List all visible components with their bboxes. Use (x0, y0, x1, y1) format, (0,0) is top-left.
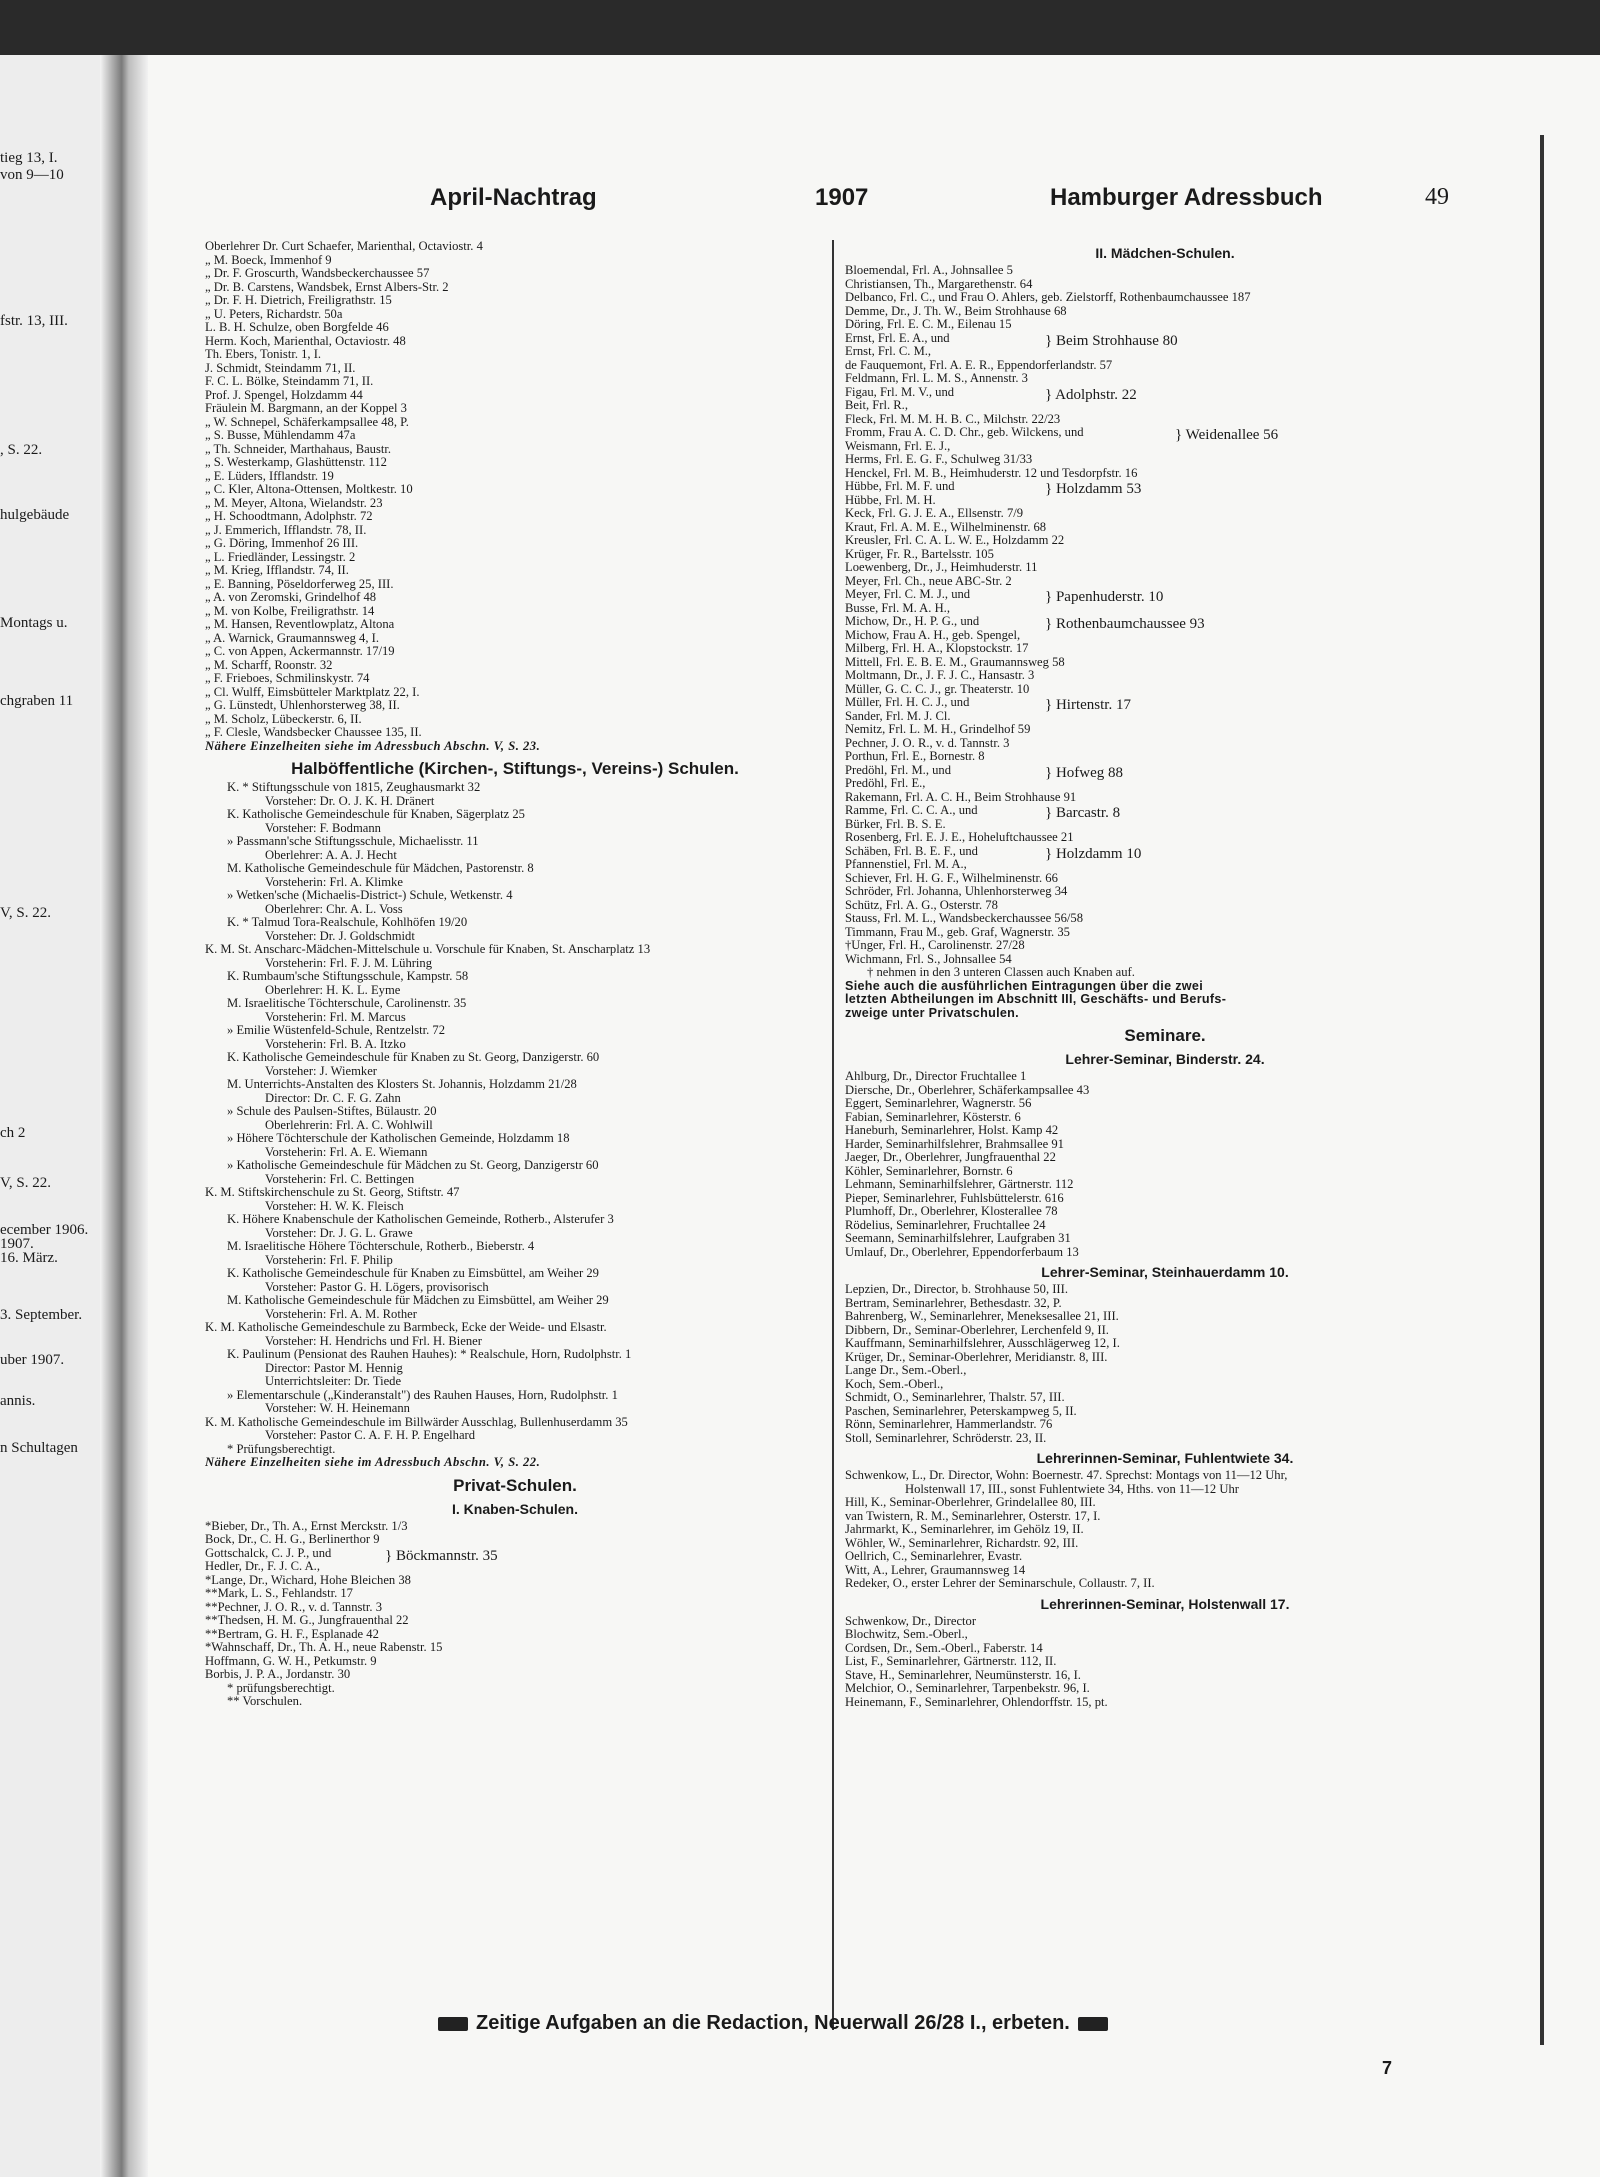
directory-entry: „ G. Döring, Immenhof 26 III. (205, 537, 359, 550)
school-entry: Milberg, Frl. H. A., Klopstockstr. 17 (845, 642, 1029, 655)
directory-entry: „ S. Westerkamp, Glashüttenstr. 112 (205, 456, 387, 469)
brace-address: } Hofweg 88 (1045, 764, 1124, 781)
school-entry: Director: Pastor M. Hennig (265, 1361, 403, 1375)
subsection-heading: I. Knaben-Schulen. (451, 1500, 578, 1517)
directory-entry: J. Schmidt, Steindamm 71, II. (205, 361, 356, 375)
school-entry: **Pechner, J. O. R., v. d. Tannstr. 3 (205, 1600, 383, 1614)
school-entry: K. M. St. Anscharc-Mädchen-Mittelschule u. Vorschule für Knaben, St. Anscharplatz 13 (205, 943, 651, 956)
school-entry: K. Katholische Gemeindeschule für Knaben, Sägerplatz 25 (227, 808, 525, 821)
seminar-entry: Oellrich, C., Seminarlehrer, Evastr. (845, 1550, 1023, 1563)
seminar-entry: Ahlburg, Dr., Director Fruchtallee 1 (845, 1070, 1027, 1083)
seminar-entry: Heinemann, F., Seminarlehrer, Ohlendorffstr. 15, pt. (845, 1695, 1108, 1709)
school-entry: K. M. Katholische Gemeindeschule im Billwärder Ausschlag, Bullenhuserdamm 35 (205, 1415, 628, 1429)
entry-group (845, 386, 1485, 413)
seminar-entry: Lange Dr., Sem.-Oberl., (845, 1364, 967, 1377)
school-entry: Oberlehrerin: Frl. A. C. Wohlwill (265, 1118, 433, 1132)
seminar-entry: Witt, A., Lehrer, Graumannsweg 14 (845, 1563, 1026, 1577)
entry-group (845, 764, 1485, 791)
seminar-entry: Hill, K., Seminar-Oberlehrer, Grindelallee 80, III. (845, 1496, 1096, 1509)
directory-entry: „ U. Peters, Richardstr. 50a (205, 307, 343, 321)
directory-entry: „ M. von Kolbe, Freiligrathstr. 14 (205, 604, 375, 618)
previous-page-fragment: ch 2 (0, 1125, 26, 1141)
school-entry: K. M. Katholische Gemeindeschule zu Barmbeck, Ecke der Weide- und Elsastr. (205, 1321, 607, 1334)
see-also-note: Siehe auch die ausführlichen Eintragungen über die zwei (845, 979, 1203, 993)
entry-group (845, 845, 1485, 872)
directory-entry: „ M. Krieg, Ifflandstr. 74, II. (205, 564, 349, 577)
entry-line: Hübbe, Frl. M. H. (845, 493, 936, 507)
school-entry: †Unger, Frl. H., Carolinenstr. 27/28 (845, 939, 1025, 952)
previous-page-fragment: annis. (0, 1393, 36, 1409)
seminar-heading: Lehrerinnen-Seminar, Fuhlentwiete 34. (1036, 1450, 1294, 1466)
school-entry: Loewenberg, Dr., J., Heimhuderstr. 11 (845, 561, 1038, 574)
brace-address: } Holzdamm 10 (1045, 845, 1142, 862)
directory-entry: „ C. Kler, Altona-Ottensen, Moltkestr. 10 (205, 483, 413, 496)
school-entry: Vorsteher: W. H. Heinemann (265, 1402, 410, 1415)
directory-entry: „ A. Warnick, Graumannsweg 4, I. (205, 631, 379, 645)
school-entry: K. * Stiftungsschule von 1815, Zeughausmarkt 32 (227, 781, 481, 794)
seminar-entry: Seemann, Seminarhilfslehrer, Laufgraben 31 (845, 1232, 1071, 1245)
entry-line: Ernst, Frl. E. A., und (845, 331, 950, 345)
school-entry: Moltmann, Dr., J. F. J. C., Hansastr. 3 (845, 669, 1035, 682)
seminar-entry: Paschen, Seminarlehrer, Peterskampweg 5, II. (845, 1404, 1077, 1418)
school-entry: Vorsteherin: Frl. A. Klimke (265, 875, 403, 889)
entry-line: Ernst, Frl. C. M., (845, 345, 932, 358)
seminar-entry: Fabian, Seminarlehrer, Kösterstr. 6 (845, 1110, 1021, 1124)
school-entry: Vorsteherin: Frl. F. Philip (265, 1253, 393, 1267)
brace-address: } Beim Strohhause 80 (1045, 332, 1178, 349)
seminar-entry: Schwenkow, L., Dr. Director, Wohn: Boernestr. 47. Sprechst: Montags von 11—12 Uhr, (845, 1469, 1288, 1482)
directory-entry: „ E. Banning, Pöseldorferweg 25, III. (205, 577, 394, 591)
previous-page-fragment: Montags u. (0, 615, 68, 631)
seminar-entry: Wöhler, W., Seminarlehrer, Richardstr. 92, III. (845, 1536, 1079, 1550)
seminar-entry: Köhler, Seminarlehrer, Bornstr. 6 (845, 1164, 1013, 1178)
seminar-entry: Lehmann, Seminarhilfslehrer, Gärtnerstr. 112 (845, 1178, 1074, 1191)
school-entry: Vorsteherin: Frl. A. M. Rother (265, 1307, 417, 1321)
book-spine (100, 55, 148, 2177)
school-entry: Fleck, Frl. M. M. H. B. C., Milchstr. 22/23 (845, 412, 1061, 426)
entry-line: Weismann, Frl. E. J., (845, 439, 951, 453)
directory-entry: „ S. Busse, Mühlendamm 47a (205, 429, 356, 442)
school-entry: Oberlehrer: H. K. L. Eyme (265, 983, 401, 997)
school-entry: Rakemann, Frl. A. C. H., Beim Strohhause 91 (845, 790, 1077, 804)
subsection-heading: II. Mädchen-Schulen. (1095, 245, 1235, 261)
entry-line: Beit, Frl. R., (845, 399, 908, 412)
seminar-entry: Pieper, Seminarlehrer, Fuhlsbüttelerstr. 616 (845, 1191, 1064, 1205)
seminar-heading: Lehrerinnen-Seminar, Holstenwall 17. (1040, 1595, 1290, 1612)
seminar-entry: Jaeger, Dr., Oberlehrer, Jungfrauenthal 22 (845, 1151, 1056, 1164)
school-entry: K. Rumbaum'sche Stiftungsschule, Kampstr. 58 (227, 970, 469, 983)
school-entry: Stauss, Frl. M. L., Wandsbeckerchaussee 56/58 (845, 912, 1083, 925)
entry-line: Meyer, Frl. C. M. J., und (845, 588, 971, 601)
entry-group (845, 480, 1485, 507)
entry-group (845, 804, 1485, 831)
seminar-entry: Bahrenberg, W., Seminarlehrer, Meneksesallee 21, III. (845, 1310, 1119, 1323)
school-entry: K. Katholische Gemeindeschule für Knaben zu St. Georg, Danzigerstr. 60 (227, 1051, 600, 1064)
entry-line: Figau, Frl. M. V., und (845, 385, 955, 399)
directory-entry: „ Dr. B. Carstens, Wandsbek, Ernst Albers-Str. 2 (205, 280, 449, 294)
entry-line: Schäben, Frl. B. E. F., und (845, 844, 978, 858)
right-column (845, 240, 1485, 1709)
school-entry: *Lange, Dr., Wichard, Hohe Bleichen 38 (205, 1573, 411, 1587)
school-entry: M. Katholische Gemeindeschule für Mädchen zu Eimsbüttel, am Weiher 29 (227, 1294, 609, 1307)
seminar-entry: Rödelius, Seminarlehrer, Fruchtallee 24 (845, 1218, 1046, 1232)
school-entry: Pechner, J. O. R., v. d. Tannstr. 3 (845, 736, 1010, 750)
page-header (430, 184, 1460, 214)
school-entry: Vorsteherin: Frl. B. A. Itzko (265, 1037, 406, 1051)
seminar-entry: Holstenwall 17, III., sonst Fuhlentwiete 34, Hths. von 11—12 Uhr (905, 1482, 1239, 1496)
brace-address: } Barcastr. 8 (1045, 805, 1121, 821)
brace-address: } Hirtenstr. 17 (1045, 697, 1131, 713)
seminar-entry: Bertram, Seminarlehrer, Bethesdastr. 32, P. (845, 1296, 1062, 1310)
school-entry: » Elementarschule („Kinderanstalt") des Rauhen Hauses, Horn, Rudolphstr. 1 (227, 1388, 618, 1402)
entry-group (845, 332, 1485, 359)
school-entry: Director: Dr. C. F. G. Zahn (265, 1091, 401, 1105)
directory-entry: „ M. Meyer, Altona, Wielandstr. 23 (205, 496, 383, 510)
school-entry: Vorsteher: H. Hendrichs und Frl. H. Biener (265, 1334, 482, 1348)
footer-text: Zeitige Aufgaben an die Redaction, Neuerwall 26/28 I., erbeten. (476, 2012, 1070, 2034)
directory-entry: Fräulein M. Bargmann, an der Koppel 3 (205, 402, 407, 415)
seminar-entry: Umlauf, Dr., Oberlehrer, Eppendorferbaum 13 (845, 1245, 1079, 1259)
seminar-entry: Redeker, O., erster Lehrer der Seminarschule, Collaustr. 7, II. (845, 1577, 1155, 1590)
entry-group (845, 588, 1485, 615)
directory-entry: F. C. L. Bölke, Steindamm 71, II. (205, 375, 374, 388)
school-entry: M. Unterrichts-Anstalten des Klosters St. Johannis, Holzdamm 21/28 (227, 1078, 577, 1091)
reference-note: Nähere Einzelheiten siehe im Adressbuch Abschn. V, S. 23. (205, 739, 541, 753)
footnote: † nehmen in den 3 unteren Classen auch Knaben auf. (867, 966, 1135, 979)
school-entry: Vorsteher: Pastor C. A. F. H. P. Engelhard (265, 1429, 476, 1442)
school-entry: Vorsteherin: Frl. M. Marcus (265, 1010, 406, 1024)
previous-page-fragment: chgraben 11 (0, 693, 74, 709)
school-entry: Schiever, Frl. H. G. F., Wilhelminenstr. 66 (845, 871, 1058, 885)
directory-entry: „ M. Hansen, Reventlowplatz, Altona (205, 618, 395, 631)
seminar-entry: Schwenkow, Dr., Director (845, 1614, 977, 1628)
seminar-entry: Jahrmarkt, K., Seminarlehrer, im Gehölz 19, II. (845, 1523, 1084, 1536)
school-entry: Vorsteherin: Frl. F. J. M. Lühring (265, 956, 433, 970)
school-entry: M. Katholische Gemeindeschule für Mädchen, Pastorenstr. 8 (227, 862, 534, 875)
seminar-entry: Haneburh, Seminarlehrer, Holst. Kamp 42 (845, 1124, 1059, 1137)
school-entry: Vorsteher: Dr. J. G. L. Grawe (265, 1226, 413, 1240)
school-entry: Krüger, Fr. R., Bartelsstr. 105 (845, 547, 994, 561)
seminar-entry: Stoll, Seminarlehrer, Schröderstr. 23, II. (845, 1431, 1047, 1445)
school-entry: Schröder, Frl. Johanna, Uhlenhorsterweg 34 (845, 885, 1068, 898)
school-entry: » Passmann'sche Stiftungsschule, Michaelisstr. 11 (227, 835, 479, 848)
directory-entry: „ Dr. F. Groscurth, Wandsbeckerchaussee 57 (205, 267, 430, 280)
signature-mark: 7 (1382, 2058, 1393, 2078)
entry-line: Bürker, Frl. B. S. E. (845, 817, 946, 831)
school-entry: » Wetken'sche (Michaelis-District-) Schule, Wetkenstr. 4 (227, 889, 513, 902)
school-entry: Vorsteher: Dr. O. J. K. H. Dränert (265, 794, 435, 808)
entry-line: Hübbe, Frl. M. F. und (845, 480, 955, 493)
directory-entry: „ J. Emmerich, Ifflandstr. 78, II. (205, 523, 367, 537)
seminar-heading: Lehrer-Seminar, Binderstr. 24. (1065, 1051, 1265, 1067)
entry-line: Busse, Frl. M. A. H., (845, 601, 950, 615)
entry-line: Predöhl, Frl. E., (845, 777, 926, 790)
school-entry: Keck, Frl. G. J. E. A., Ellsenstr. 7/9 (845, 507, 1024, 520)
school-entry: Oberlehrer: A. A. J. Hecht (265, 848, 397, 862)
reference-note: Nähere Einzelheiten siehe im Adressbuch Abschn. V, S. 22. (205, 1456, 541, 1469)
directory-entry: „ W. Schnepel, Schäferkampsallee 48, P. (205, 415, 409, 429)
school-entry: Bock, Dr., C. H. G., Berlinerthor 9 (205, 1533, 380, 1546)
school-entry: M. Israelitische Höhere Töchterschule, Rotherb., Bieberstr. 4 (227, 1240, 535, 1253)
school-entry: Feldmann, Frl. L. M. S., Annenstr. 3 (845, 372, 1028, 385)
directory-entry: „ Cl. Wulff, Eimsbütteler Marktplatz 22, I. (205, 685, 420, 699)
school-entry: Schütz, Frl. A. G., Osterstr. 78 (845, 898, 998, 912)
school-entry: Müller, G. C. C. J., gr. Theaterstr. 10 (845, 682, 1030, 696)
school-entry: Wichmann, Frl. S., Johnsallee 54 (845, 952, 1012, 966)
school-entry: **Bertram, G. H. F., Esplanade 42 (205, 1627, 379, 1641)
school-entry: Henckel, Frl. M. B., Heimhuderstr. 12 und Tesdorpfstr. 16 (845, 466, 1138, 480)
directory-entry: „ L. Friedländer, Lessingstr. 2 (205, 550, 356, 564)
school-entry: *Wahnschaff, Dr., Th. A. H., neue Rabenstr. 15 (205, 1641, 443, 1654)
school-entry: * Prüfungsberechtigt. (227, 1442, 336, 1456)
seminar-entry: Kauffmann, Seminarhilfslehrer, Ausschlägerweg 12, I. (845, 1337, 1120, 1350)
seminar-entry: Lepzien, Dr., Director, b. Strohhause 50, III. (845, 1283, 1068, 1296)
seminar-heading: Lehrer-Seminar, Steinhauerdamm 10. (1041, 1264, 1289, 1280)
school-entry: Hoffmann, G. W. H., Petkumstr. 9 (205, 1654, 377, 1668)
school-entry: Kreusler, Frl. C. A. L. W. E., Holzdamm 22 (845, 534, 1065, 547)
entry-group (845, 615, 1485, 642)
legend-note: ** Vorschulen. (227, 1695, 303, 1708)
school-entry: Bloemendal, Frl. A., Johnsallee 5 (845, 264, 1013, 277)
directory-entry: „ Dr. F. H. Dietrich, Freiligrathstr. 15 (205, 294, 392, 307)
brace-address: } Holzdamm 53 (1045, 481, 1142, 497)
header-section: April-Nachtrag (430, 184, 597, 211)
pointing-hand-icon (438, 2017, 468, 2031)
previous-page-fragment: uber 1907. (0, 1352, 65, 1368)
school-entry: Vorsteher: Dr. J. Goldschmidt (265, 929, 415, 943)
directory-entry: „ C. von Appen, Ackermannstr. 17/19 (205, 645, 395, 658)
legend-note: * prüfungsberechtigt. (227, 1681, 335, 1695)
school-entry: Vorsteher: H. W. K. Fleisch (265, 1199, 404, 1213)
directory-entry: Herm. Koch, Marienthal, Octaviostr. 48 (205, 334, 406, 348)
see-also-note: zweige unter Privatschulen. (845, 1006, 1019, 1020)
entry-line: Müller, Frl. H. C. J., und (845, 696, 970, 709)
seminar-entry: Melchior, O., Seminarlehrer, Tarpenbekstr. 96, I. (845, 1682, 1090, 1695)
brace-address: } Adolphstr. 22 (1045, 386, 1137, 403)
school-entry: K. Katholische Gemeindeschule für Knaben zu Eimsbüttel, am Weiher 29 (227, 1267, 599, 1280)
school-entry: » Höhere Töchterschule der Katholischen Gemeinde, Holzdamm 18 (227, 1132, 570, 1145)
school-entry: Kraut, Frl. A. M. E., Wilhelminenstr. 68 (845, 520, 1047, 534)
school-entry: Oberlehrer: Chr. A. L. Voss (265, 902, 403, 916)
directory-entry: „ A. von Zeromski, Grindelhof 48 (205, 591, 377, 604)
seminar-entry: Krüger, Dr., Seminar-Oberlehrer, Meridianstr. 8, III. (845, 1350, 1108, 1364)
directory-entry: „ M. Scharff, Roonstr. 32 (205, 658, 333, 672)
school-entry: Delbanco, Frl. C., und Frau O. Ahlers, geb. Zielstorff, Rothenbaumchaussee 187 (845, 291, 1251, 304)
seminar-entry: Dibbern, Dr., Seminar-Oberlehrer, Lerchenfeld 9, II. (845, 1323, 1109, 1337)
directory-entry: „ F. Frieboes, Schmilinskystr. 74 (205, 672, 370, 685)
school-entry: Unterrichtsleiter: Dr. Tiede (265, 1375, 402, 1388)
entry-line: Hedler, Dr., F. J. C. A., (205, 1560, 320, 1573)
pointing-hand-icon (1078, 2017, 1108, 2031)
seminar-entry: Stave, H., Seminarlehrer, Neumünsterstr. 16, I. (845, 1668, 1081, 1682)
header-year: 1907 (815, 184, 869, 211)
school-entry: » Emilie Wüstenfeld-Schule, Rentzelstr. 72 (227, 1024, 446, 1037)
school-entry: Meyer, Frl. Ch., neue ABC-Str. 2 (845, 574, 1012, 588)
seminar-entry: List, F., Seminarlehrer, Gärtnerstr. 112, II. (845, 1655, 1057, 1668)
entry-line: Predöhl, Frl. M., und (845, 763, 952, 777)
school-entry: Rosenberg, Frl. E. J. E., Hoheluftchaussee 21 (845, 831, 1074, 844)
school-entry: Christiansen, Th., Margarethenstr. 64 (845, 277, 1033, 291)
seminar-entry: Blochwitz, Sem.-Oberl., (845, 1628, 968, 1641)
school-entry: Herms, Frl. E. G. F., Schulweg 31/33 (845, 453, 1033, 466)
seminar-entry: Schmidt, O., Seminarlehrer, Thalstr. 57, III. (845, 1391, 1065, 1404)
entry-line: Sander, Frl. M. J. Cl. (845, 709, 951, 723)
left-column (205, 240, 825, 1709)
directory-entry: „ F. Clesle, Wandsbecker Chaussee 135, II. (205, 726, 422, 739)
school-entry: Vorsteher: J. Wiemker (265, 1064, 377, 1078)
section-heading: Seminare. (1124, 1026, 1206, 1045)
brace-address: } Böckmannstr. 35 (385, 1547, 498, 1564)
seminar-entry: Harder, Seminarhilfslehrer, Brahmsallee 91 (845, 1137, 1064, 1151)
seminar-entry: Plumhoff, Dr., Oberlehrer, Klosterallee 78 (845, 1205, 1058, 1218)
school-entry: » Katholische Gemeindeschule für Mädchen zu St. Georg, Danzigerstr 60 (227, 1159, 599, 1172)
directory-entry: Oberlehrer Dr. Curt Schaefer, Marienthal, Octaviostr. 4 (205, 240, 483, 253)
previous-page-fragment: tieg 13, I. (0, 150, 58, 166)
school-entry: K. M. Stiftskirchenschule zu St. Georg, Stiftstr. 47 (205, 1186, 460, 1199)
school-entry: *Bieber, Dr., Th. A., Ernst Merckstr. 1/3 (205, 1519, 408, 1533)
section-heading: Halböffentliche (Kirchen-, Stiftungs-, Vereins-) Schulen. (291, 759, 739, 778)
previous-page-fragment: 3. September. (0, 1307, 83, 1323)
brace-address: } Weidenallee 56 (1175, 427, 1279, 443)
school-entry: **Mark, L. S., Fehlandstr. 17 (205, 1587, 353, 1600)
directory-entry: „ M. Boeck, Immenhof 9 (205, 253, 332, 267)
school-entry: Porthun, Frl. E., Bornestr. 8 (845, 750, 985, 763)
directory-entry: „ E. Lüders, Ifflandstr. 19 (205, 469, 334, 483)
school-entry: **Thedsen, H. M. G., Jungfrauenthal 22 (205, 1614, 409, 1627)
school-entry: M. Israelitische Töchterschule, Carolinenstr. 35 (227, 997, 467, 1010)
previous-page-fragment: hulgebäude (0, 507, 70, 523)
entry-line: Pfannenstiel, Frl. M. A., (845, 858, 967, 871)
directory-entry: Th. Ebers, Tonistr. 1, I. (205, 348, 322, 361)
brace-address: } Papenhuderstr. 10 (1045, 589, 1164, 605)
seminar-entry: Eggert, Seminarlehrer, Wagnerstr. 56 (845, 1097, 1032, 1110)
directory-entry: „ G. Lünstedt, Uhlenhorsterweg 38, II. (205, 699, 400, 712)
previous-page-fragment: fstr. 13, III. (0, 313, 68, 329)
entry-line: Michow, Frau A. H., geb. Spengel, (845, 628, 1021, 642)
previous-page-fragment: , S. 22. (0, 442, 43, 458)
directory-entry: Prof. J. Spengel, Holzdamm 44 (205, 388, 363, 402)
school-entry: Vorsteher: Pastor G. H. Lögers, provisorisch (265, 1280, 489, 1294)
page-edge-line (1540, 135, 1544, 2045)
seminar-entry: van Twistern, R. M., Seminarlehrer, Osterstr. 17, I. (845, 1509, 1101, 1523)
directory-entry: „ M. Scholz, Lübeckerstr. 6, II. (205, 712, 362, 726)
previous-page-fragment: n Schultagen (0, 1440, 78, 1456)
directory-entry: „ H. Schoodtmann, Adolphstr. 72 (205, 510, 373, 523)
seminar-entry: Rönn, Seminarlehrer, Hammerlandstr. 76 (845, 1418, 1053, 1431)
school-entry: Vorsteherin: Frl. C. Bettingen (265, 1172, 415, 1186)
entry-line: Gottschalck, C. J. P., und (205, 1546, 332, 1560)
school-entry: Borbis, J. P. A., Jordanstr. 30 (205, 1668, 351, 1681)
school-entry: K. Höhere Knabenschule der Katholischen Gemeinde, Rotherb., Alsterufer 3 (227, 1213, 614, 1226)
seminar-entry: Diersche, Dr., Oberlehrer, Schäferkampsallee 43 (845, 1083, 1090, 1097)
page-footer (430, 2012, 1116, 2035)
school-entry: K. * Talmud Tora-Realschule, Kohlhöfen 19/20 (227, 916, 468, 929)
directory-entry: „ Th. Schneider, Marthahaus, Baustr. (205, 442, 392, 456)
school-entry: Vorsteherin: Frl. A. E. Wiemann (265, 1145, 428, 1159)
school-entry: Mittell, Frl. E. B. E. M., Graumannsweg 58 (845, 655, 1065, 669)
entry-group (205, 1547, 825, 1574)
section-heading: Privat-Schulen. (453, 1475, 577, 1495)
previous-page-fragment: V, S. 22. (0, 905, 51, 921)
previous-page-fragment: 1907. (0, 1236, 34, 1252)
see-also-note: letzten Abtheilungen im Abschnitt III, Geschäfts- und Berufs- (845, 993, 1227, 1006)
entry-line: Fromm, Frau A. C. D. Chr., geb. Wilckens, und (845, 426, 1084, 439)
entry-group (845, 426, 1485, 453)
brace-address: } Rothenbaumchaussee 93 (1045, 616, 1205, 632)
entry-line: Ramme, Frl. C. C. A., und (845, 804, 978, 817)
school-entry: » Schule des Paulsen-Stiftes, Bülaustr. 20 (227, 1105, 437, 1118)
school-entry: Nemitz, Frl. L. M. H., Grindelhof 59 (845, 723, 1031, 736)
school-entry: Timmann, Frau M., geb. Graf, Wagnerstr. 35 (845, 925, 1070, 939)
column-divider (832, 240, 834, 2030)
scan-border (0, 0, 1600, 55)
page-number: 49 (1425, 184, 1449, 210)
directory-entry: L. B. H. Schulze, oben Borgfelde 46 (205, 321, 389, 334)
seminar-entry: Cordsen, Dr., Sem.-Oberl., Faberstr. 14 (845, 1641, 1043, 1655)
entry-group (845, 696, 1485, 723)
header-title: Hamburger Adressbuch (1050, 184, 1323, 211)
school-entry: de Fauquemont, Frl. A. E. R., Eppendorferlandstr. 57 (845, 358, 1113, 372)
entry-line: Michow, Dr., H. P. G., und (845, 615, 980, 628)
previous-page-fragment: von 9—10 (0, 167, 64, 183)
school-entry: Demme, Dr., J. Th. W., Beim Strohhause 68 (845, 304, 1067, 318)
school-entry: K. Paulinum (Pensionat des Rauhen Hauhes): * Realschule, Horn, Rudolphstr. 1 (227, 1348, 632, 1361)
seminar-entry: Koch, Sem.-Oberl., (845, 1377, 944, 1391)
previous-page-fragment: V, S. 22. (0, 1175, 51, 1191)
previous-page-fragment: ecember 1906. (0, 1222, 89, 1238)
previous-page-fragment: 16. März. (0, 1250, 58, 1266)
school-entry: Vorsteher: F. Bodmann (265, 821, 381, 835)
school-entry: Döring, Frl. E. C. M., Eilenau 15 (845, 318, 1012, 331)
